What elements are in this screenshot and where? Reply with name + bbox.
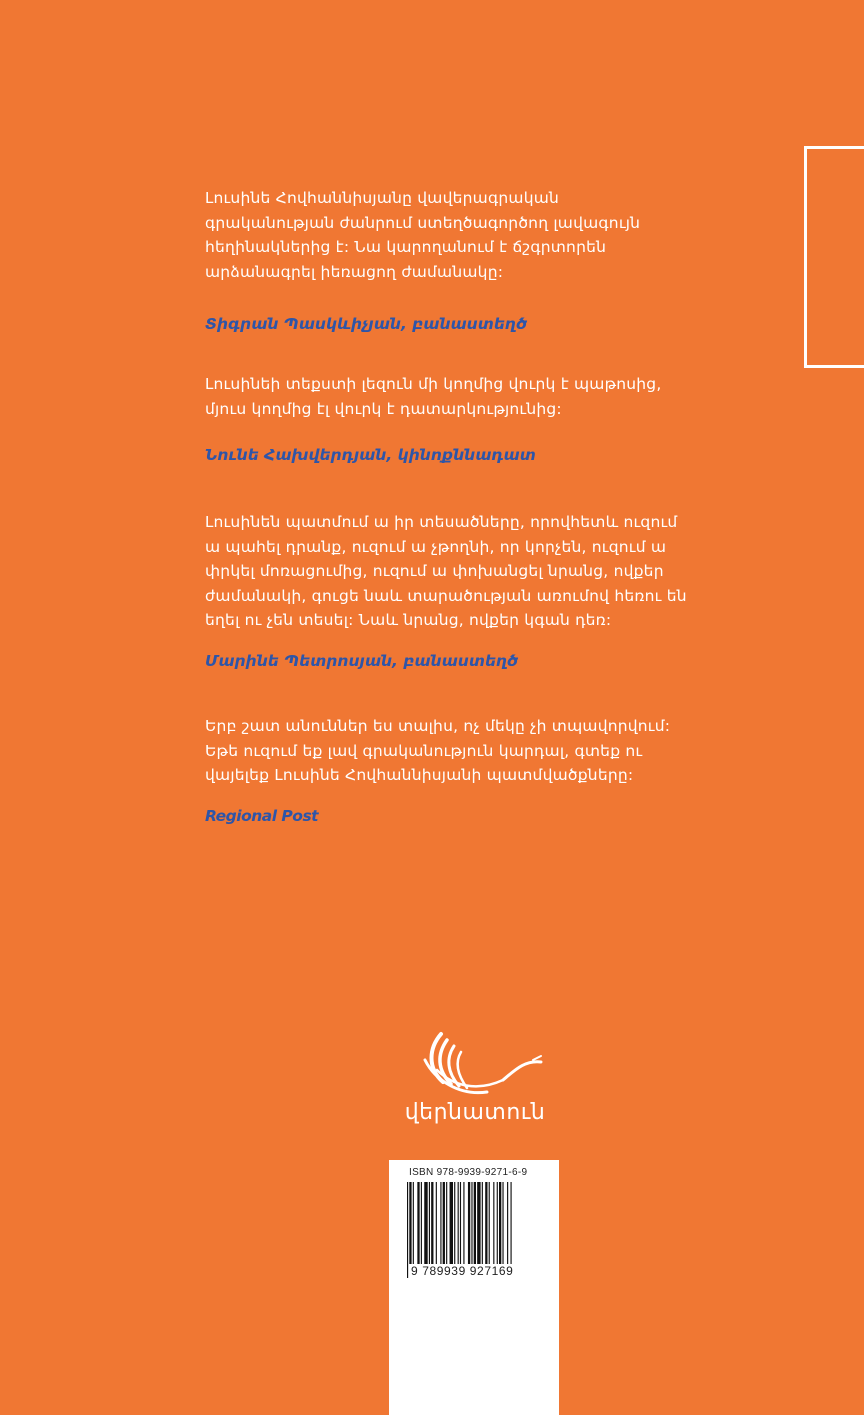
review-quote-1 xyxy=(205,186,765,336)
bird-icon xyxy=(407,1030,543,1102)
review-quote-3 xyxy=(205,510,765,673)
quote-author: Մարինե Պետրոսյան, բանաստեղծ xyxy=(205,651,519,670)
quote-author: Նունե Հախվերդյան, կինոքննադատ xyxy=(205,446,536,464)
quote-text: Լուսինեի տեքստի լեզուն մի կողմից վուրկ է պաթոսից, մյուս կողմից էլ վուրկ է դատարկությունից: xyxy=(205,375,662,418)
publisher-logo xyxy=(395,1030,555,1140)
quote-text: Լուսինե Հովհաննիսյանը վավերագրական գրականության ժանրում ստեղծագործող լավագույն հեղինակներից է: Նա կարողանում է ճշգրտորեն արձանագրել իեռացող ժամանակը: xyxy=(205,189,641,281)
review-quote-2 xyxy=(205,372,765,467)
barcode-number: 9 789939 927169 xyxy=(411,1264,514,1278)
isbn-label: ISBN 978-9939-9271-6-9 xyxy=(409,1167,528,1178)
decorative-tab-frame xyxy=(804,146,864,368)
quote-author: Regional Post xyxy=(205,806,319,825)
quote-text: Երբ շատ անուններ ես տալիս, ոչ մեկը չի տպավորվում: Եթե ուզում եք լավ գրականություն կարդալ, գտեք ու վայելեք Լուսինե Հովհաննիսյանի պատմվածքները: xyxy=(205,717,671,784)
quote-text: Լուսինեն պատմում ա իր տեսածները, որովհետև ուզում ա պահել դրանք, ուզում ա չթողնի, որ կորչեն, ուզում ա փրկել մոռացումից, ուզում ա փոխանցել նրանց, ովքեր ժամանակի, գուցե նաև տարածության առումով հեռու են եղել ու չեն տեսել: Նաև նրանց, ովքեր կգան դեռ: xyxy=(205,513,687,629)
isbn-barcode-box xyxy=(389,1160,559,1415)
review-quote-4 xyxy=(205,714,765,828)
publisher-name: վերնատուն xyxy=(404,1100,546,1125)
quote-author: Տիգրան Պասկևիչյան, բանաստեղծ xyxy=(205,315,527,333)
